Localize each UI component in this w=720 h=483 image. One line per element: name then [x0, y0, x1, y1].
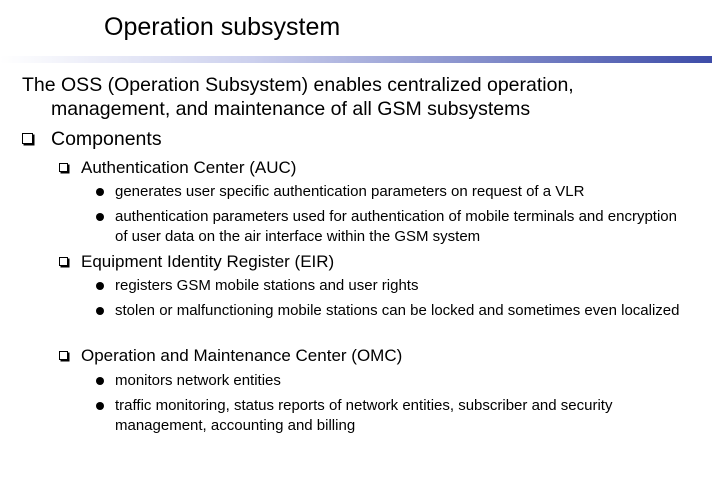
list-item: stolen or malfunctioning mobile stations can be locked and sometimes even localized [96, 301, 686, 321]
square-bullet-icon [59, 163, 68, 172]
round-bullet-icon [96, 188, 104, 196]
intro-paragraph: The OSS (Operation Subsystem) enables centralized operation, management, and maintenance of all GSM subsystems [22, 74, 574, 120]
component-auc: Authentication Center (AUC) [59, 157, 296, 179]
square-bullet-icon [22, 133, 33, 144]
components-heading: Components [22, 127, 162, 151]
square-bullet-icon [59, 351, 68, 360]
round-bullet-icon [96, 213, 104, 221]
list-item: generates user specific authentication parameters on request of a VLR [96, 182, 686, 202]
list-item: registers GSM mobile stations and user rights [96, 276, 686, 296]
round-bullet-icon [96, 307, 104, 315]
round-bullet-icon [96, 282, 104, 290]
round-bullet-icon [96, 377, 104, 385]
round-bullet-icon [96, 402, 104, 410]
list-item: monitors network entities [96, 371, 686, 391]
list-item: traffic monitoring, status reports of network entities, subscriber and security management, accounting and billing [96, 396, 686, 436]
component-eir: Equipment Identity Register (EIR) [59, 251, 334, 273]
component-omc: Operation and Maintenance Center (OMC) [59, 345, 402, 367]
square-bullet-icon [59, 257, 68, 266]
slide-title: Operation subsystem [104, 13, 341, 41]
list-item: authentication parameters used for authentication of mobile terminals and encryption of user data on the air interface within the GSM system [96, 207, 686, 247]
